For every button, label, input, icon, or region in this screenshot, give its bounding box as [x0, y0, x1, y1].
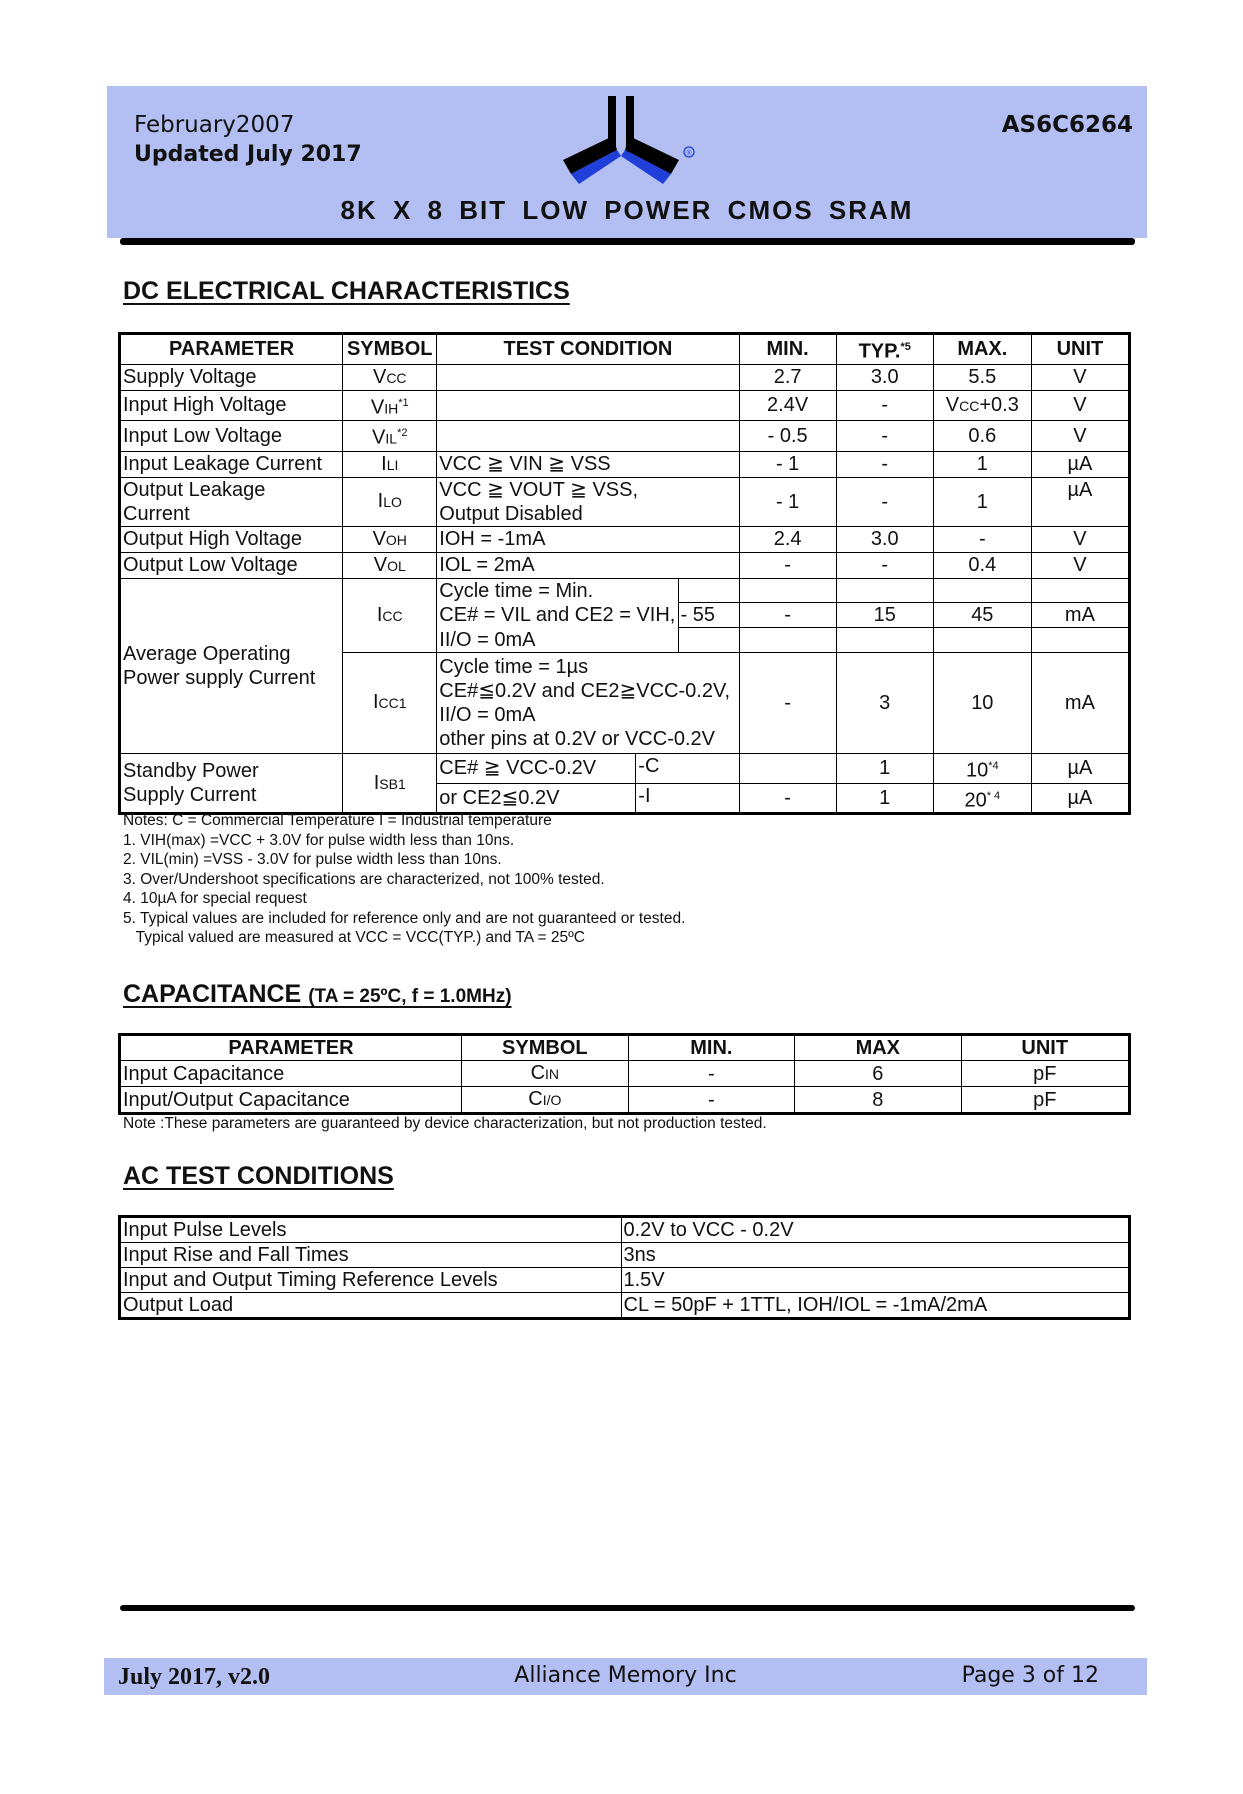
table-cell: Input Low Voltage [120, 421, 343, 452]
table-cell: 1.5V [621, 1268, 1130, 1293]
table-cell: ICC1 [343, 652, 437, 753]
table-cell: - [836, 552, 933, 578]
table-cell: - 1 [739, 451, 836, 477]
table-cell: VOL [343, 552, 437, 578]
footer-version: July 2017, v2.0 [118, 1664, 271, 1690]
ac-conditions-table [118, 1215, 1131, 1320]
table-cell [933, 578, 1031, 603]
table-cell: 2.4V [739, 390, 836, 421]
table-cell [739, 753, 836, 783]
table-cell: mA [1031, 603, 1129, 628]
table-cell: - [739, 783, 836, 814]
table-cell: Output Load [120, 1293, 622, 1319]
table-cell: ILO [343, 477, 437, 526]
table-cell: - [836, 390, 933, 421]
table-cell: 0.2V to VCC - 0.2V [621, 1217, 1130, 1243]
table-cell: 45 [933, 603, 1031, 628]
table-cell [739, 628, 836, 653]
table-row [120, 1243, 1130, 1268]
page-header [107, 86, 1147, 238]
table-cell: ISB1 [343, 753, 437, 813]
table-cell [678, 628, 739, 653]
table-cell: V [1031, 421, 1129, 452]
table-cell: 2.4 [739, 526, 836, 552]
table-cell: Cycle time = Min. [437, 578, 678, 603]
table-cell: VCC ≧ VIN ≧ VSS [437, 451, 739, 477]
header-updated: Updated July 2017 [134, 142, 362, 167]
table-row [120, 1268, 1130, 1293]
table-cell: 1 [933, 451, 1031, 477]
footer-rule [120, 1605, 1135, 1611]
table-cell: mA [1031, 652, 1129, 753]
table-cell: Average Operating Power supply Current [120, 578, 343, 753]
footer-company: Alliance Memory Inc [514, 1663, 737, 1688]
table-cell: or CE2≦0.2V -I [437, 783, 739, 814]
table-cell: Output High Voltage [120, 526, 343, 552]
table-cell: Input Rise and Fall Times [120, 1243, 622, 1268]
table-cell: 1 [836, 783, 933, 814]
table-cell: CIN [462, 1061, 629, 1087]
table-cell: II/O = 0mA [437, 628, 678, 653]
table-cell: 1 [933, 477, 1031, 526]
table-cell: Input High Voltage [120, 390, 343, 421]
table-cell: - [836, 451, 933, 477]
table-cell [836, 628, 933, 653]
table-cell: Output Leakage Current [120, 477, 343, 526]
table-cell [836, 578, 933, 603]
capacitance-table [118, 1033, 1131, 1115]
header-date: February2007 [134, 112, 295, 138]
table-cell: V [1031, 552, 1129, 578]
table-cell: VIL$^{*2}$ [343, 421, 437, 452]
table-cell: - [628, 1061, 794, 1087]
table-cell: - [739, 552, 836, 578]
table-cell: 5.5 [933, 364, 1031, 390]
table-cell: Cycle time = 1µs CE#≦0.2V and CE2≧VCC-0.2V, II/O = 0mA other pins at 0.2V or VCC-0.2V [437, 652, 739, 753]
table-cell: - [739, 652, 836, 753]
cap-note: Note :These parameters are guaranteed by device characterization, but not production tested. [123, 1115, 767, 1132]
table-cell: Input Pulse Levels [120, 1217, 622, 1243]
table-cell: 3ns [621, 1243, 1130, 1268]
table-cell: V [1031, 390, 1129, 421]
table-cell: 0.4 [933, 552, 1031, 578]
table-cell: - 1 [739, 477, 836, 526]
table-header-row [120, 334, 1130, 365]
table-row [120, 1087, 1130, 1114]
col-test-condition: TEST CONDITION [437, 334, 739, 365]
table-cell: Supply Voltage [120, 364, 343, 390]
table-cell [1031, 628, 1129, 653]
dc-notes: Notes: C = Commercial Temperature I = Industrial temperature 1. VIH(max) =VCC + 3.0V for pulse width less than 10ns. 2. VIL(min) =VSS - 3.0V for pulse width less than 10ns. 3. Over/Undershoot specifications are characterized, not 100% tested. 4. 10µA for special request 5. Typical values are included for reference only and are not guaranteed or tested. Typical valued are measured at VCC = VCC(TYP.) and TA = 25ºC [123, 812, 686, 946]
part-number: AS6C6264 [1001, 112, 1133, 138]
table-cell: VCC ≧ VOUT ≧ VSS, Output Disabled [437, 477, 739, 526]
table-cell: 10$^{*4}$ [933, 753, 1031, 783]
footer-page: Page 3 of 12 [961, 1663, 1099, 1688]
table-cell: 2.7 [739, 364, 836, 390]
table-cell: - 55 [678, 603, 739, 628]
table-row [120, 477, 1130, 526]
table-row [120, 1293, 1130, 1319]
table-row [120, 364, 1130, 390]
table-cell: MAX [795, 1035, 961, 1061]
table-cell: UNIT [961, 1035, 1129, 1061]
table-row [120, 1061, 1130, 1087]
table-cell: Input Capacitance [120, 1061, 462, 1087]
table-cell: IOH = -1mA [437, 526, 739, 552]
table-cell: Input Leakage Current [120, 451, 343, 477]
table-cell [437, 421, 739, 452]
table-row [120, 526, 1130, 552]
table-cell: CE# = VIL and CE2 = VIH, [437, 603, 678, 628]
table-cell: µA [1031, 753, 1129, 783]
table-cell: - [933, 526, 1031, 552]
table-cell: Standby Power Supply Current [120, 753, 343, 813]
col-unit: UNIT [1031, 334, 1129, 365]
table-cell: CI/O [462, 1087, 629, 1114]
table-cell [933, 628, 1031, 653]
table-row [120, 552, 1130, 578]
table-cell: - [739, 603, 836, 628]
doc-title: 8K X 8 BIT LOW POWER CMOS SRAM [340, 195, 914, 225]
table-cell: VIH$^{*1}$ [343, 390, 437, 421]
registered-mark: ® [686, 150, 692, 157]
table-cell: pF [961, 1087, 1129, 1114]
table-cell: CL = 50pF + 1TTL, IOH/IOL = -1mA/2mA [621, 1293, 1130, 1319]
table-row [120, 578, 1130, 603]
table-cell: µA [1031, 451, 1129, 477]
table-cell: ILI [343, 451, 437, 477]
table-cell: µA [1031, 783, 1129, 814]
col-min: MIN. [739, 334, 836, 365]
table-cell: 1 [836, 753, 933, 783]
dc-section-title: DC ELECTRICAL CHARACTERISTICS [123, 277, 570, 305]
table-cell: 8 [795, 1087, 961, 1114]
table-cell: 10 [933, 652, 1031, 753]
table-header-row [120, 1035, 1130, 1061]
table-cell: 3.0 [836, 526, 933, 552]
col-typ: TYP.$^{*5}$ [836, 334, 933, 365]
header-rule [120, 238, 1135, 245]
table-cell: ICC [343, 578, 437, 652]
table-cell: IOL = 2mA [437, 552, 739, 578]
table-cell: - 0.5 [739, 421, 836, 452]
table-cell: 6 [795, 1061, 961, 1087]
table-cell [739, 578, 836, 603]
col-max: MAX. [933, 334, 1031, 365]
table-cell: VCC [343, 364, 437, 390]
table-cell [1031, 578, 1129, 603]
ac-section-title: AC TEST CONDITIONS [123, 1162, 394, 1190]
table-cell [678, 578, 739, 603]
table-cell: 3.0 [836, 364, 933, 390]
table-cell: µA [1031, 477, 1129, 526]
table-row [120, 1217, 1130, 1243]
table-cell: 20$^{* 4}$ [933, 783, 1031, 814]
table-cell: 3 [836, 652, 933, 753]
table-cell [437, 390, 739, 421]
table-cell: - [836, 421, 933, 452]
table-cell [437, 364, 739, 390]
page-footer [104, 1658, 1147, 1695]
table-cell: SYMBOL [462, 1035, 629, 1061]
table-cell: PARAMETER [120, 1035, 462, 1061]
table-cell: Input and Output Timing Reference Levels [120, 1268, 622, 1293]
table-cell: pF [961, 1061, 1129, 1087]
table-cell: V [1031, 364, 1129, 390]
table-cell: - [628, 1087, 794, 1114]
table-row [120, 421, 1130, 452]
col-symbol: SYMBOL [343, 334, 437, 365]
table-cell: 0.6 [933, 421, 1031, 452]
alliance-logo-icon [553, 92, 703, 192]
table-cell: 15 [836, 603, 933, 628]
table-cell: CE# ≧ VCC-0.2V -C [437, 753, 739, 783]
table-cell: V [1031, 526, 1129, 552]
table-row [120, 451, 1130, 477]
table-cell: VOH [343, 526, 437, 552]
table-row [120, 390, 1130, 421]
col-parameter: PARAMETER [120, 334, 343, 365]
cap-section-title: CAPACITANCE (TA = 25ºC, f = 1.0MHz) [123, 980, 512, 1008]
table-cell: Input/Output Capacitance [120, 1087, 462, 1114]
table-cell: VCC+0.3 [933, 390, 1031, 421]
table-cell: Output Low Voltage [120, 552, 343, 578]
table-cell: MIN. [628, 1035, 794, 1061]
dc-table [118, 332, 1131, 815]
table-row [120, 753, 1130, 783]
table-cell: - [836, 477, 933, 526]
